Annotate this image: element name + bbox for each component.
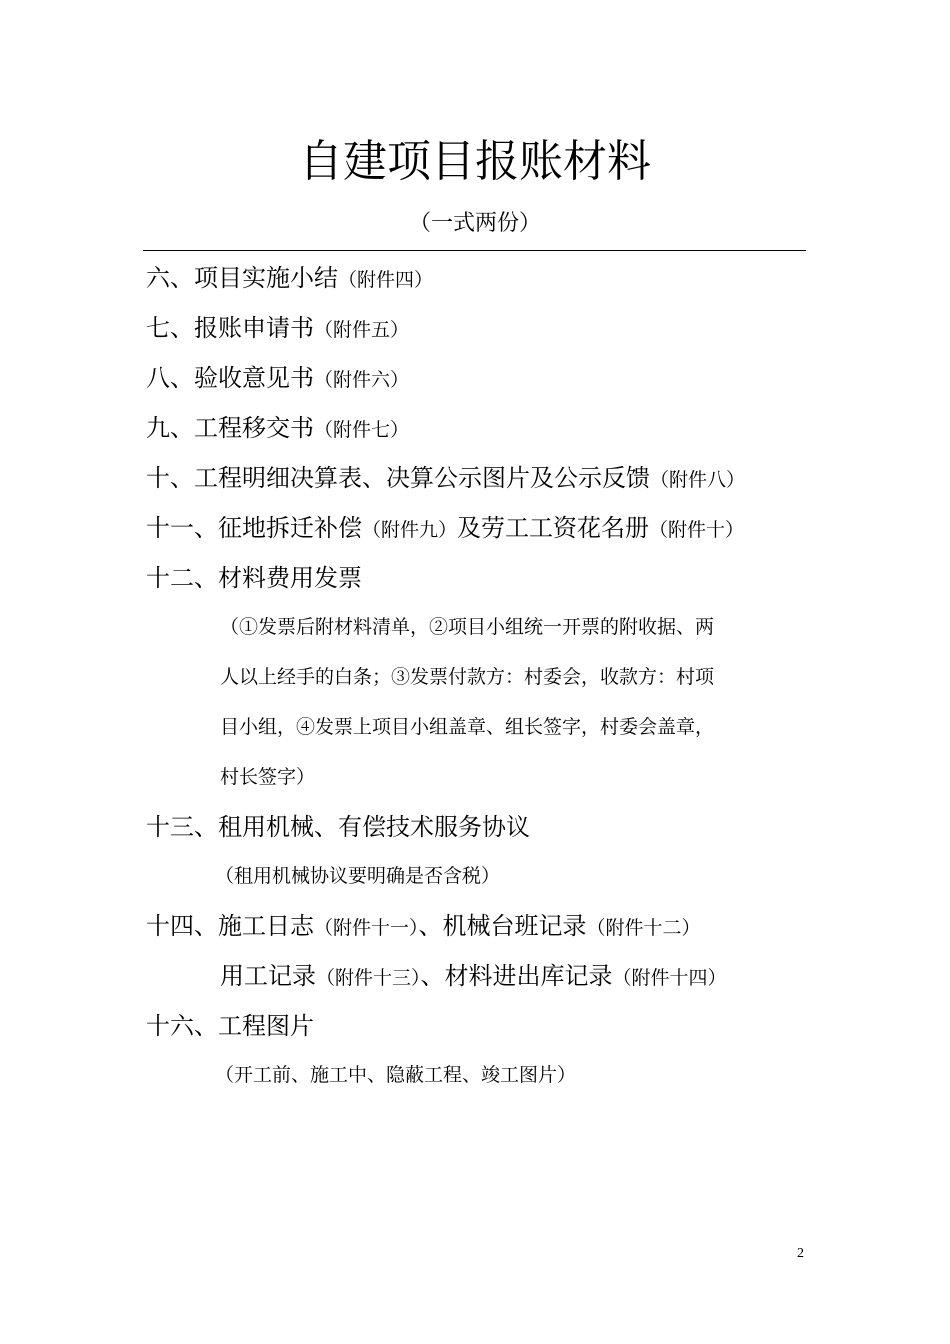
item-text: 十四、施工日志 xyxy=(146,912,314,940)
list-item xyxy=(146,461,745,497)
item-text: 十二、材料费用发票 xyxy=(146,564,362,592)
item-text: 十三、租用机械、有偿技术服务协议 xyxy=(146,813,530,841)
item-text: 用工记录 xyxy=(220,962,316,990)
list-item xyxy=(146,909,701,945)
attachment-ref: （附件九） xyxy=(362,519,458,541)
invoice-note-line: 人以上经手的白条；③发票付款方：村委会，收款方：村项 xyxy=(220,666,715,688)
item-text: 、材料进出库记录 xyxy=(420,962,613,990)
list-item xyxy=(146,411,409,447)
attachment-ref: （附件六） xyxy=(314,369,410,391)
attachment-ref: （附件七） xyxy=(314,419,410,441)
photos-note: （开工前、施工中、隐蔽工程、竣工图片） xyxy=(215,1064,577,1086)
attachment-ref: （附件十四） xyxy=(612,967,727,989)
attachment-ref: （附件十三） xyxy=(316,967,421,989)
attachment-ref: （附件五） xyxy=(314,319,410,341)
list-item-continuation xyxy=(220,959,727,995)
item-text: 、机械台班记录 xyxy=(418,912,587,940)
item-text: 八、验收意见书 xyxy=(146,364,314,392)
invoice-note-line: （①发票后附材料清单，②项目小组统一开票的附收据、两 xyxy=(220,616,715,638)
list-item xyxy=(146,311,409,347)
list-item xyxy=(146,261,433,297)
attachment-ref: （附件十一） xyxy=(314,917,419,939)
item-text: 及劳工工资花名册 xyxy=(457,514,650,542)
item-text: 十、工程明细决算表、决算公示图片及公示反馈 xyxy=(146,464,650,492)
item-text: 七、报账申请书 xyxy=(146,314,314,342)
item-text: 九、工程移交书 xyxy=(146,414,314,442)
attachment-ref: （附件十） xyxy=(649,519,745,541)
title-divider xyxy=(143,250,806,251)
rental-note: （租用机械协议要明确是否含税） xyxy=(215,865,501,887)
list-item xyxy=(146,561,362,595)
list-item xyxy=(146,511,744,547)
list-item xyxy=(146,361,409,397)
list-item xyxy=(146,810,530,844)
item-text: 六、项目实施小结 xyxy=(146,264,338,292)
list-item xyxy=(146,1009,314,1043)
attachment-ref: （附件十二） xyxy=(586,917,701,939)
invoice-note-line: 目小组，④发票上项目小组盖章、组长签字，村委会盖章， xyxy=(220,716,715,738)
item-text: 十一、征地拆迁补偿 xyxy=(146,514,362,542)
page-number: 2 xyxy=(797,1246,804,1261)
document-title: 自建项目报账材料 xyxy=(299,136,651,187)
attachment-ref: （附件四） xyxy=(338,269,434,291)
item-text: 十六、工程图片 xyxy=(146,1012,314,1040)
document-subtitle: （一式两份） xyxy=(408,211,541,236)
attachment-ref: （附件八） xyxy=(650,469,746,491)
invoice-note-line: 村长签字） xyxy=(220,766,316,788)
